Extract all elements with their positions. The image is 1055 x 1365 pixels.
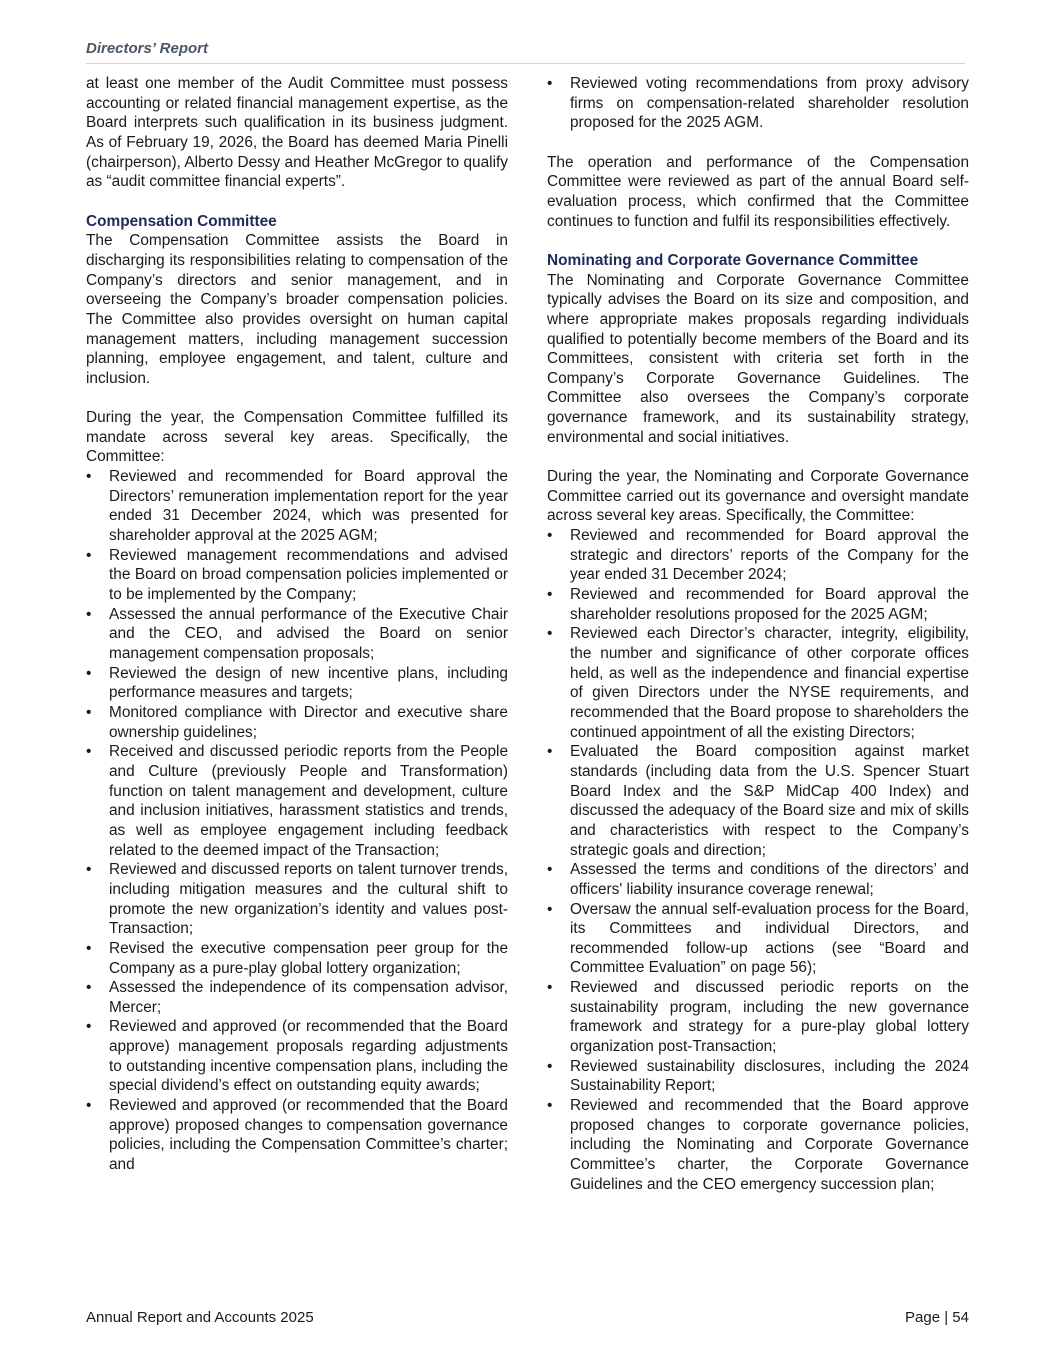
audit-committee-paragraph: at least one member of the Audit Committee must possess accounting or related financial management expertise, as the Board interprets such qualification in its business judgment. As of February 19, 2026, the Board has deemed Maria Pinelli (chairperson), Alberto Dessy and Heather McGregor to qualify as “audit committee financial experts”. — [86, 75, 508, 191]
spacer — [547, 133, 969, 153]
list-item: • Reviewed and recommended for Board approval the Directors’ remuneration implementation report for the year ended 31 December 2024, which was presented for shareholder approval at the 2025 AGM; — [86, 467, 508, 546]
list-item: • Reviewed and recommended for Board approval the strategic and directors’ reports of the Company for the year ended 31 December 2024; — [547, 526, 969, 585]
list-item: • Reviewed management recommendations and advised the Board on broad compensation policies implemented or to be implemented by the Company; — [86, 546, 508, 605]
list-item: • Assessed the annual performance of the Executive Chair and the CEO, and advised the Board on senior management compensation proposals; — [86, 605, 508, 664]
nominating-committee-paragraph: The Nominating and Corporate Governance Committee typically advises the Board on its size and composition, and where appropriate makes proposals regarding individuals qualified to potentially become members of the Board and its Committees, consistent with criteria set forth in the Company’s Corporate Governance Guidelines. The Committee also oversees the Company’s corporate governance framework, and its sustainability strategy, environmental and social initiatives. — [547, 271, 969, 446]
list-item: • Reviewed the design of new incentive plans, including performance measures and targets; — [86, 664, 508, 703]
list-item: • Assessed the independence of its compensation advisor, Mercer; — [86, 978, 508, 1017]
spacer — [547, 447, 969, 467]
list-item: • Oversaw the annual self-evaluation process for the Board, its Committees and individual Directors, and recommended follow-up actions (see “Board and Committee Evaluation” on page 56); — [547, 900, 969, 979]
spacer — [86, 192, 508, 212]
list-item: • Reviewed and approved (or recommended that the Board approve) proposed changes to compensation governance policies, including the Compensation Committee’s charter; and — [86, 1096, 508, 1175]
list-item: • Reviewed sustainability disclosures, including the 2024 Sustainability Report; — [547, 1057, 969, 1096]
compensation-during-year-paragraph: During the year, the Compensation Committee fulfilled its mandate across several key areas. Specifically, the Committee: — [86, 409, 508, 466]
list-item: • Reviewed and approved (or recommended that the Board approve) management proposals regarding adjustments to outstanding incentive compensation plans, including the special dividend’s effect on outstanding equity awards; — [86, 1017, 508, 1096]
footer-report-title: Annual Report and Accounts 2025 — [86, 1309, 314, 1326]
list-item: • Monitored compliance with Director and executive share ownership guidelines; — [86, 703, 508, 742]
compensation-evaluation-paragraph: The operation and performance of the Compensation Committee were reviewed as part of the annual Board self-evaluation process, which confirmed that the Committee continues to function and fulfil its responsibilities effectively. — [547, 153, 969, 230]
spacer — [86, 388, 508, 408]
spacer — [547, 231, 969, 251]
compensation-bullet-list-continued — [547, 74, 969, 133]
list-item: • Reviewed and recommended for Board approval the shareholder resolutions proposed for the 2025 AGM; — [547, 585, 969, 624]
page-header-title: Directors’ Report — [86, 40, 208, 57]
compensation-committee-heading: Compensation Committee — [86, 212, 277, 230]
list-item: • Reviewed each Director’s character, integrity, eligibility, the number and significance of other corporate offices held, as well as the independence and financial expertise of given Directors under the NYSE requirements, and recommended that the Board propose to shareholders the continued appointment of all the existing Directors; — [547, 624, 969, 742]
nominating-bullet-list — [547, 526, 969, 1194]
list-item: • Reviewed and discussed periodic reports on the sustainability program, including the new governance framework and strategy for a pure-play global lottery organization post-Transaction; — [547, 978, 969, 1057]
nominating-committee-heading: Nominating and Corporate Governance Committee — [547, 251, 919, 269]
list-item: • Received and discussed periodic reports from the People and Culture (previously People and Transformation) function on talent management and development, culture and inclusion initiatives, harassment statistics and trends, as well as employee engagement including feedback related to the deemed impact of the Transaction; — [86, 742, 508, 860]
compensation-committee-paragraph: The Compensation Committee assists the Board in discharging its responsibilities relating to compensation of the Company’s directors and senior management, and in overseeing the Company’s broader compensation policies. The Committee also provides oversight on human capital management matters, including management succession planning, employee engagement, and talent, culture and inclusion. — [86, 232, 508, 387]
list-item: • Assessed the terms and conditions of the directors’ and officers' liability insurance coverage renewal; — [547, 860, 969, 899]
left-column — [86, 74, 508, 1175]
footer-page-number: Page | 54 — [905, 1309, 969, 1326]
right-column — [547, 74, 969, 1194]
list-item: • Evaluated the Board composition against market standards (including data from the U.S. Spencer Stuart Board Index and the S&P MidCap 400 Index) and discussed the adequacy of the Board size and mix of skills and characteristics with respect to the Company’s strategic goals and direction; — [547, 742, 969, 860]
list-item: • Reviewed and recommended that the Board approve proposed changes to corporate governance policies, including the Nominating and Corporate Governance Committee’s charter, the Corporate Governance Guidelines and the CEO emergency succession plan; — [547, 1096, 969, 1194]
list-item: • Reviewed and discussed reports on talent turnover trends, including mitigation measures and the cultural shift to promote the new organization’s identity and values post-Transaction; — [86, 860, 508, 939]
nominating-during-year-paragraph: During the year, the Nominating and Corporate Governance Committee carried out its governance and oversight mandate across several key areas. Specifically, the Committee: — [547, 468, 969, 525]
list-item: • Reviewed voting recommendations from proxy advisory firms on compensation-related shareholder resolution proposed for the 2025 AGM. — [547, 74, 969, 133]
header-divider — [86, 63, 965, 64]
list-item: • Revised the executive compensation peer group for the Company as a pure-play global lottery organization; — [86, 939, 508, 978]
compensation-bullet-list — [86, 467, 508, 1175]
